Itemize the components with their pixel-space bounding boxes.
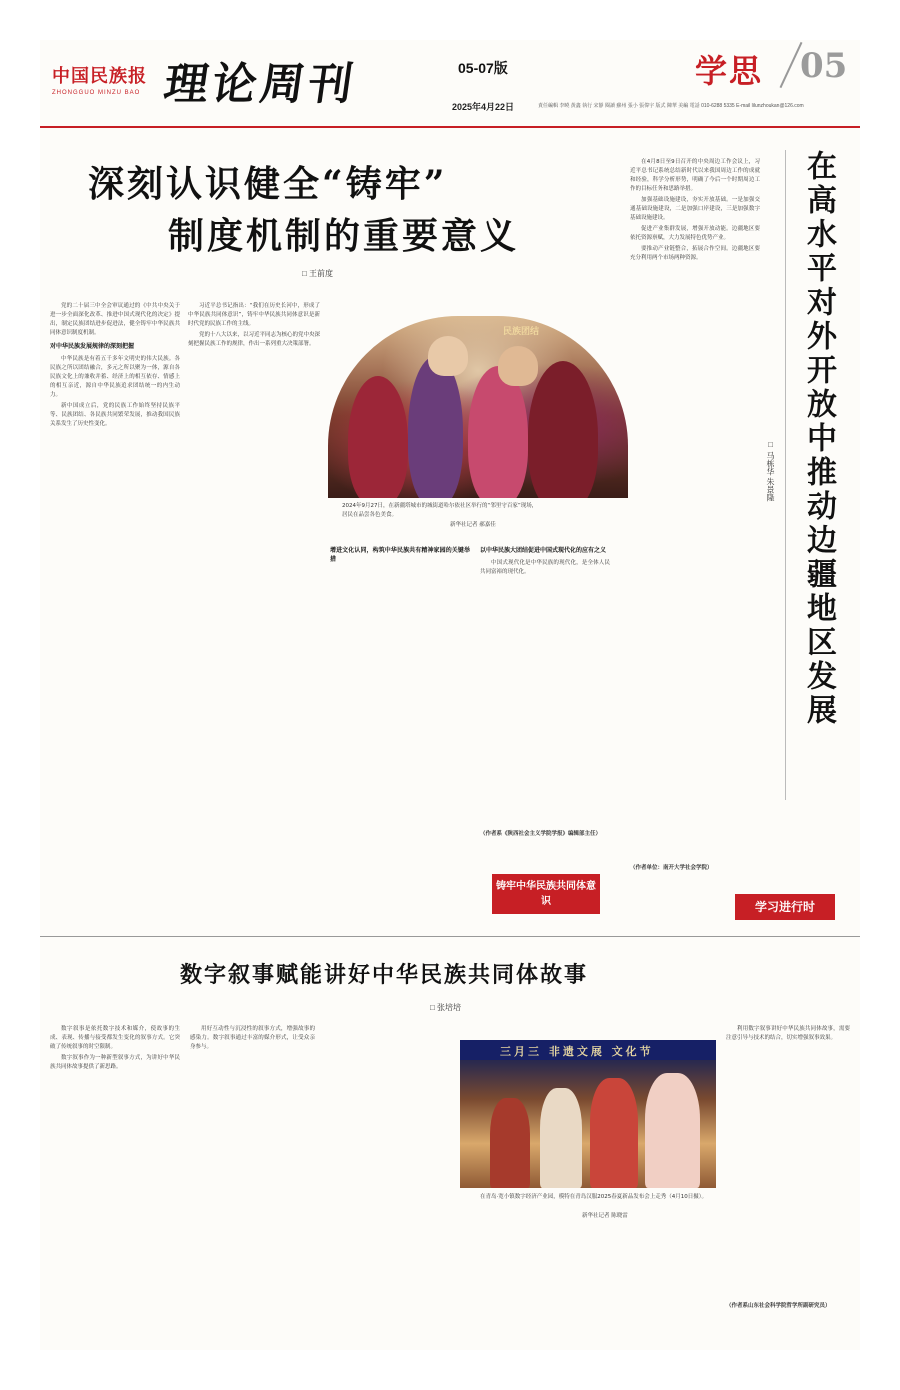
article1-photo-credit: 新华社记者 郝嘉佳 [450,522,496,528]
article3-author: □ 张培培 [430,1003,462,1012]
edition-number: 05-07版 [458,60,508,76]
article2-topic-badge: 学习进行时 [735,894,835,920]
newspaper-page [40,40,860,1350]
article2-title-char: 推 [801,456,836,490]
article1-photo [328,316,628,498]
article1-paragraph: 新中国成立后，党的民族工作始终坚持民族平等、民族团结、各民族共同繁荣发展，推动我国民族关系发生了历史性变化。 [50,403,180,427]
logo-english: ZHONGGUO MINZU BAO [52,90,141,96]
article3-photo-caption: 在青岛·宽小镇数字经济产业园，模特在青岛汉服2025春夏新品发布会上走秀（4月10日摄）。 [480,1194,707,1200]
article1-column3 [330,542,470,862]
article3-title: 数字叙事赋能讲好中华民族共同体故事 [180,962,589,988]
article2-author-note: （作者单位：南开大学社会学院） [630,865,713,871]
photo-figure [540,1088,582,1188]
article2-title-char: 放 [801,388,836,422]
section-divider-line [40,936,860,937]
article2-title-char: 外 [801,320,836,354]
photo-face [428,336,468,376]
article2-title-text [800,150,836,728]
article3-paragraph: 数字叙事作为一种新型叙事方式，为讲好中华民族共同体故事提供了新思路。 [50,1055,180,1070]
article1-paragraph: 党的二十届三中全会审议通过的《中共中央关于进一步全面深化改革、推进中国式现代化的决定》提出，制定民族团结进步促进法，健全铸牢中华民族共同体意识制度机制。 [50,303,180,336]
article2-title-char: 区 [801,626,836,660]
article1-author: □ 王前度 [302,269,334,278]
article1-column2 [188,302,320,862]
article3-author-note: （作者系山东社会科学院哲学所副研究员） [726,1303,831,1309]
article1-title-line1: 深刻认识健全“铸牢” [88,163,448,205]
article3-photo [460,1040,716,1188]
article2-title [800,150,840,740]
article3-column2 [190,1025,315,1335]
column-rule [785,150,786,800]
issue-date: 2025年4月22日 [452,102,515,112]
article2-title-char: 高 [801,184,836,218]
article2-title-char: 动 [801,490,836,524]
logo-chinese: 中国民族报 [52,66,147,87]
article1-title-line2: 制度机制的重要意义 [168,215,520,257]
article2-paragraph: 在4月8日至9日召开的中央周边工作会议上，习近平总书记系统总结新时代以来我国周边工作的成就和经验，科学分析形势，明确了今后一个时期周边工作的目标任务和思路举措。 [630,159,760,192]
article2-title-char: 发 [801,660,836,694]
article1-author-note: （作者系《陕西社会主义学院学报》编辑部主任） [480,831,602,837]
article2-title-char: 对 [801,286,836,320]
article1-column4 [480,542,610,802]
article2-title-char: 开 [801,354,836,388]
photo-figure [348,376,408,498]
article1-subheading: 以中华民族大团结促进中国式现代化的应有之义 [480,547,607,554]
section-name: 学思 [695,52,764,90]
article3-column1 [50,1025,180,1335]
article2-author: □ 马栋华 朱景隆 [766,440,775,502]
article1-title [88,158,588,262]
photo-figure [590,1078,638,1188]
article2-title-char: 中 [801,422,836,456]
article1-subheading: 对中华民族发展规律的深刻把握 [50,343,135,350]
article3-photo-credit: 新华社记者 陈晓雷 [582,1213,628,1219]
article1-paragraph: 中国式现代化是中华民族的现代化，是全体人民共同富裕的现代化。 [480,560,610,575]
article2-title-char: 地 [801,592,836,626]
article2-paragraph: 促进产业集群发展，增强开放动能。边疆地区要依托资源禀赋，大力发展特色优势产业。 [630,226,760,241]
article1-column1 [50,302,180,862]
article3-paragraph: 用好互动性与沉浸性的叙事方式，增强故事的感染力。数字叙事通过丰富的媒介形式，让受众亲身参与。 [190,1026,315,1050]
article1-paragraph: 党的十八大以来，以习近平同志为核心的党中央深刻把握民族工作的规律，作出一系列重大决策部署。 [188,332,320,347]
article2-title-char: 平 [801,252,836,286]
article2-title-char: 疆 [801,558,836,592]
newspaper-logo [52,62,172,96]
photo-banner-text: 三月三 非遗文展 文化节 [500,1045,654,1058]
article2-column1 [630,158,760,858]
photo-figure [408,356,463,498]
article1-paragraph: 中华民族是有着五千多年文明史的伟大民族。各民族之所以团结融合，多元之所以聚为一体，源自各民族文化上的兼收并蓄、经济上的相互依存、情感上的相互亲近，源自中华民族追求团结统一的内生动力。 [50,356,180,398]
article3-paragraph: 数字叙事是依托数字技术和媒介，使故事的生成、表现、传播与接受都发生变化的叙事方式。它突破了传统叙事的时空限制。 [50,1026,180,1050]
article3-column3 [726,1025,850,1295]
article2-title-char: 水 [801,218,836,252]
photo-figure [645,1073,700,1188]
editorial-staff: 責任編輯 李曉 黃鑫 執行 宋靜 閱讀 蘇州 張小 張偉宇 版式 陳華 美編 電話 010-6288 5335 E-mail lilunzhoukan@126.com [538,103,804,109]
article1-paragraph: 习近平总书记指出：“我们在历史长河中，形成了中华民族共同体意识”，铸牢中华民族共同体意识是新时代党的民族工作的主线。 [188,303,320,327]
article3-paragraph: 利用数字叙事讲好中华民族共同体故事，需要注意引导与技术的结合，切实增强叙事效果。 [726,1026,850,1041]
article2-title-char: 边 [801,524,836,558]
photo-sign: 民族团结 [503,327,540,337]
weekly-title: 理论周刊 [160,59,360,110]
photo-figure [490,1098,530,1188]
article1-subheading: 增进文化认同，构筑中华民族共有精神家园的关键举措 [330,547,470,563]
article2-title-char: 在 [801,150,836,184]
article2-paragraph: 要推动产业链整合，拓展合作空间。边疆地区要充分利用两个市场两种资源。 [630,246,760,261]
article2-title-char: 展 [801,694,836,728]
article1-photo-caption: 2024年9月27日，在新疆塔城市的城街道哈尔依社区举行的“邻里守百家”现场，居民在品尝各色美食。 [342,503,538,518]
article2-paragraph: 加强基础设施建设，夯实开放基础。一是加强交通基础设施建设，二是加强口岸建设，三是加强数字基础设施建设。 [630,197,760,221]
masthead [40,40,860,128]
page-number: 05 [800,46,848,86]
article1-topic-badge: 铸牢中华民族共同体意识 [492,874,600,914]
photo-face [498,346,538,386]
photo-figure [528,361,598,498]
